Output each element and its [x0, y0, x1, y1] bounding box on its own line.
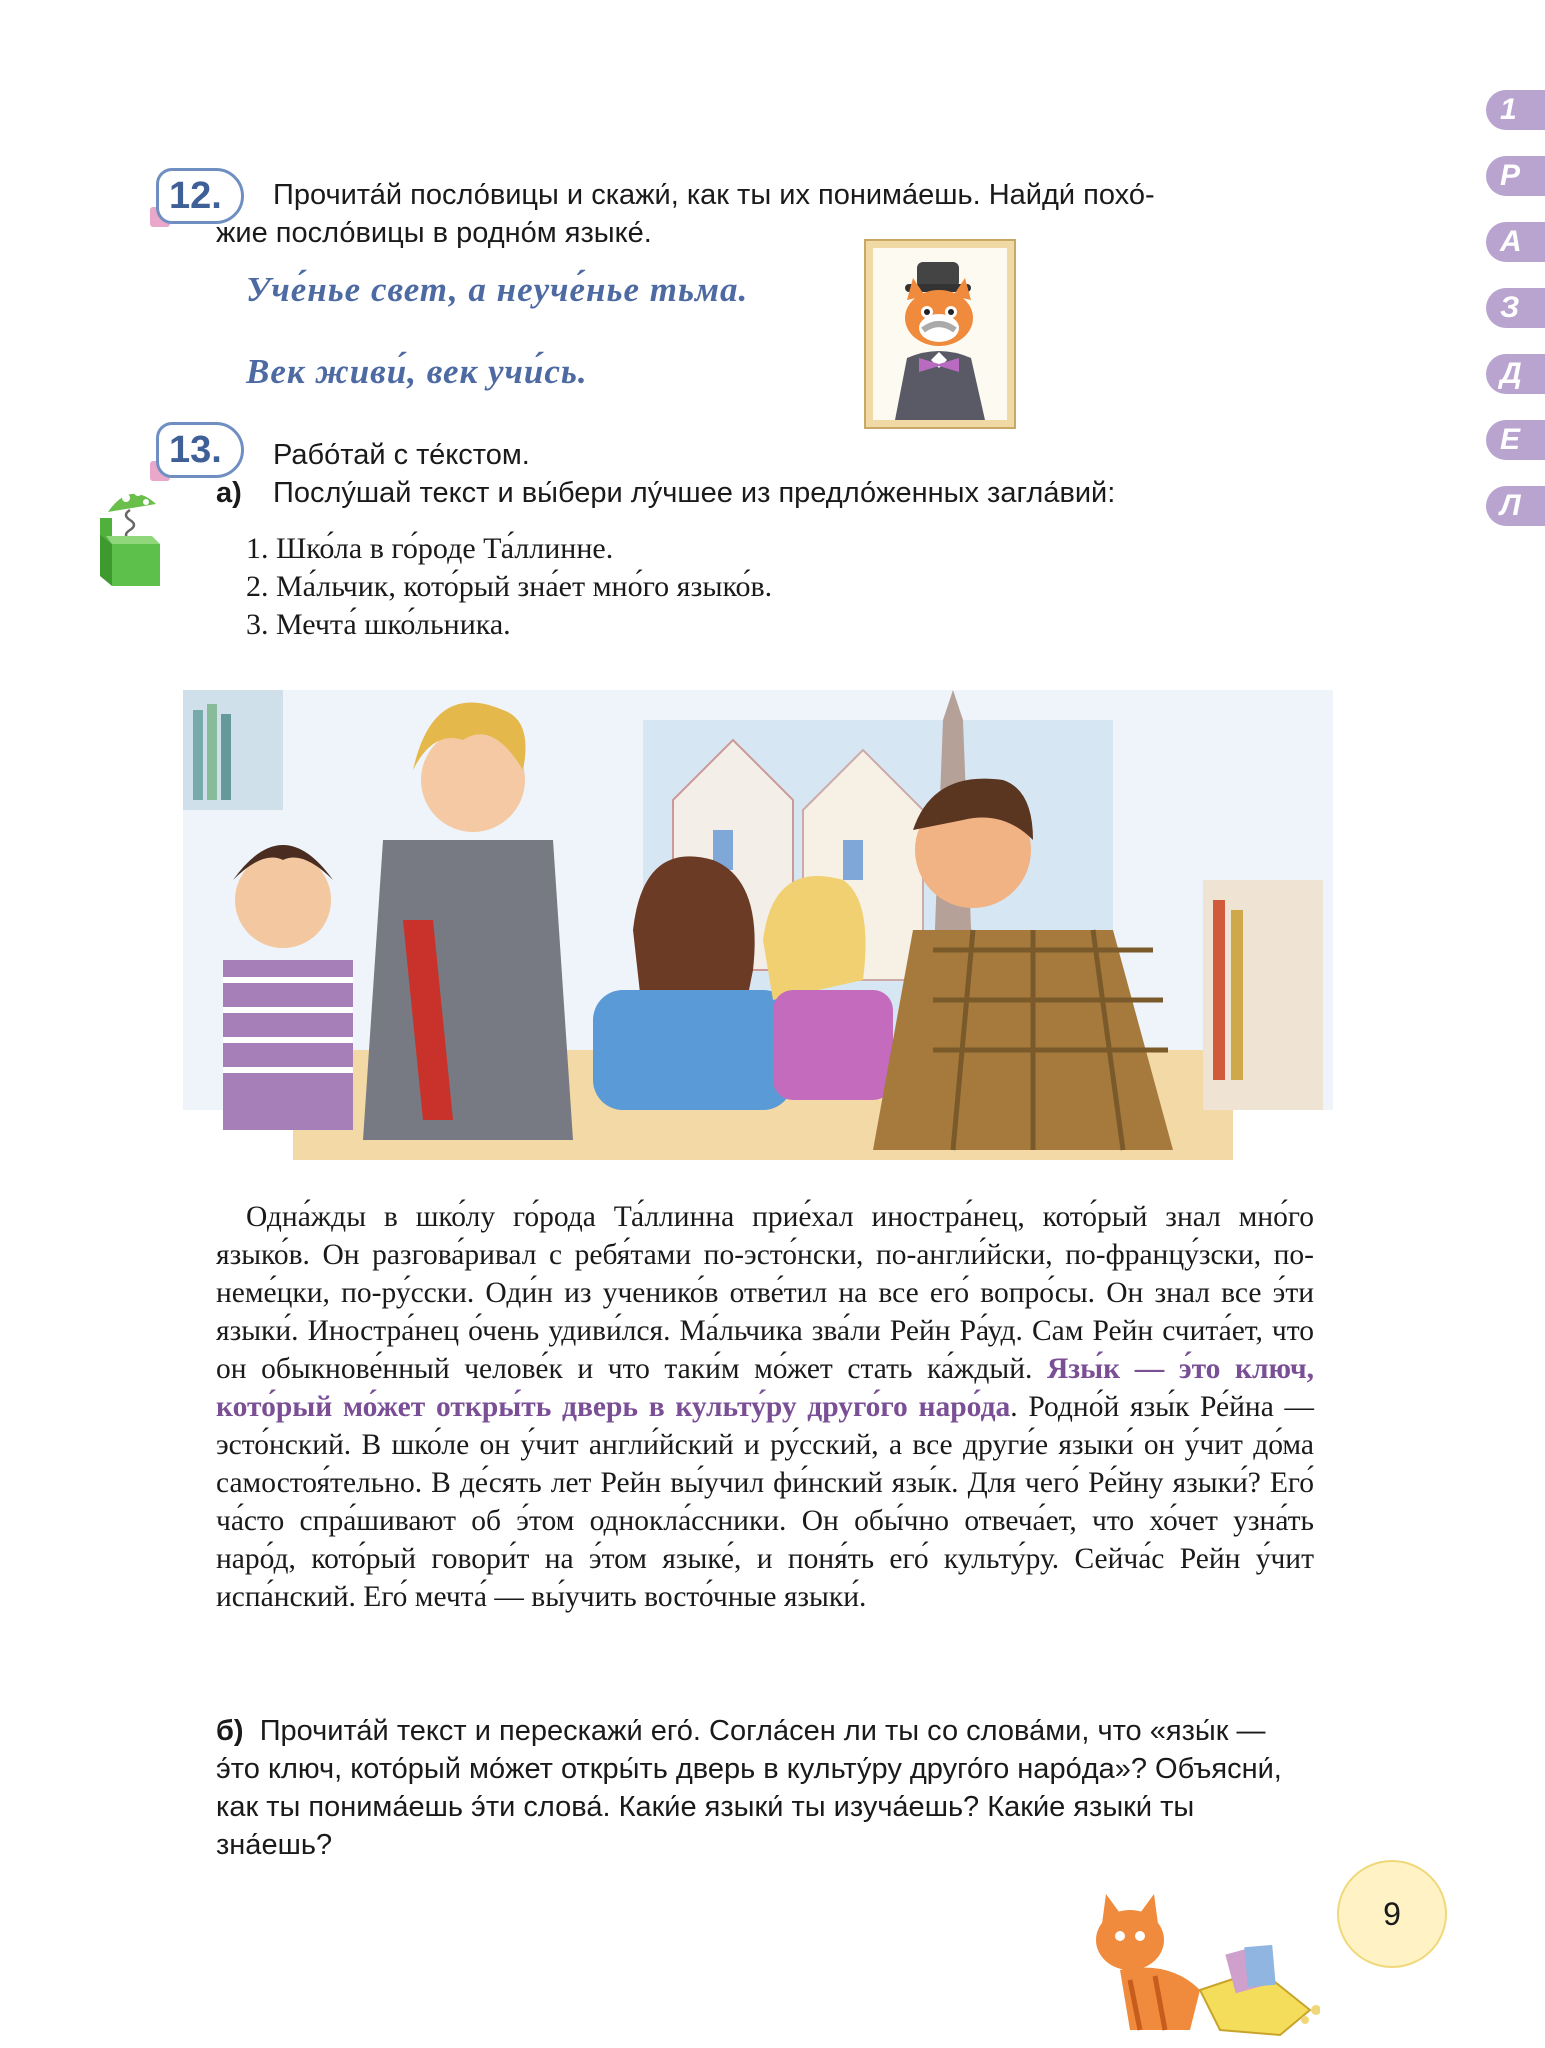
task-number-label: 13. — [169, 429, 222, 471]
story-highlight: Язы́к — э́то ключ, кото́рый мо́жет откры́ть дверь в культу́ру друго́го наро́да — [216, 1353, 1314, 1423]
cat-portrait-frame — [866, 241, 1014, 427]
task-number-13 — [156, 422, 244, 478]
task13-part-a-label: а) — [216, 477, 242, 509]
title-options — [246, 530, 772, 644]
task-corner-decoration — [150, 207, 170, 227]
task12-instruction-line2: жие посло́вицы в родно́м языке́. — [216, 217, 652, 249]
cat-portrait-illustration — [873, 248, 1007, 420]
task13-part-b-label: б) — [216, 1715, 244, 1747]
page-number: 9 — [1337, 1860, 1447, 1968]
title-option: 2. Ма́льчик, кото́рый зна́ет мно́го языко́в. — [246, 570, 773, 603]
section-tab[interactable]: Е — [1486, 420, 1545, 460]
story-paragraph — [216, 1198, 1314, 1616]
classroom-scene-image — [173, 680, 1353, 1168]
task13-title: Рабо́тай с те́кстом. — [273, 439, 530, 471]
section-tab[interactable]: Л — [1486, 486, 1545, 526]
task-number-label: 12. — [169, 175, 222, 217]
task13-part-a-text: Послу́шай текст и вы́бери лу́чшее из предло́женных загла́вий: — [273, 477, 1116, 509]
section-tab[interactable]: Д — [1486, 354, 1545, 394]
task13-part-b-text: Прочита́й текст и перескажи́ его́. Согла́сен ли ты со слова́ми, что «язы́к — э́то ключ, кото́рый мо́жет откры́ть дверь в культу́ру друго́го наро́да»? Объясни́, как ты понима́ешь э́ти слова́. Каки́е языки́ ты изуча́ешь? Каки́е языки́ ты зна́ешь? — [216, 1715, 1282, 1861]
cat-with-bag-illustration — [1060, 1880, 1320, 2040]
title-option: 3. Мечта́ шко́льника. — [246, 608, 511, 641]
proverb-2: Век живи́, век учи́сь. — [246, 352, 588, 391]
section-tab[interactable]: 1 — [1486, 90, 1545, 130]
task12-instruction-line1: Прочита́й посло́вицы и скажи́, как ты их понима́ешь. Найди́ похо́- — [273, 179, 1155, 211]
story-part-1: Одна́жды в шко́лу го́рода Та́ллинна прие́хал иностра́нец, кото́рый знал мно́го языко́в. Он разгова́ривал с ребя́тами по-эсто́нски, по-англи́йски, по-францу́зски, по-неме́цки, по-ру́сски. Оди́н из ученико́в отве́тил на все его́ вопро́сы. Он знал все э́ти языки́. Иностра́нец о́чень удиви́лся. Ма́льчика зва́ли Рейн Ра́уд. Сам Рейн счита́ет, что он обыкнове́нный челове́к и что таки́м мо́жет стать ка́ждый. — [216, 1201, 1314, 1385]
title-option: 1. Шко́ла в го́роде Та́ллинне. — [246, 532, 614, 565]
task13-part-b — [216, 1712, 1316, 1864]
story-part-2: . Родно́й язы́к Ре́йна — эсто́нский. В шко́ле он у́чит англи́йский и ру́сский, а все други́е языки́ он у́чит до́ма самостоя́тельно. В де́сять лет Рейн вы́учил фи́нский язы́к. Для чего́ Ре́йну языки́? Его́ ча́сто спра́шивают об э́том однокла́ссники. Он обы́чно отвеча́ет, что хо́чет узна́ть наро́д, кото́рый говори́т на э́том языке́, и поня́ть его́ культу́ру. Сейча́с Рейн у́чит испа́нский. Его́ мечта́ — вы́учить восто́чные языки́. — [216, 1391, 1315, 1613]
classroom-illustration — [173, 680, 1353, 1168]
section-tab[interactable]: А — [1486, 222, 1545, 262]
section-tab[interactable]: Р — [1486, 156, 1545, 196]
story-text — [216, 1198, 1314, 1616]
proverb-1: Уче́нье свет, а неуче́нье тьма. — [246, 270, 749, 309]
section-tab[interactable]: З — [1486, 288, 1545, 328]
listening-icon — [94, 474, 168, 592]
